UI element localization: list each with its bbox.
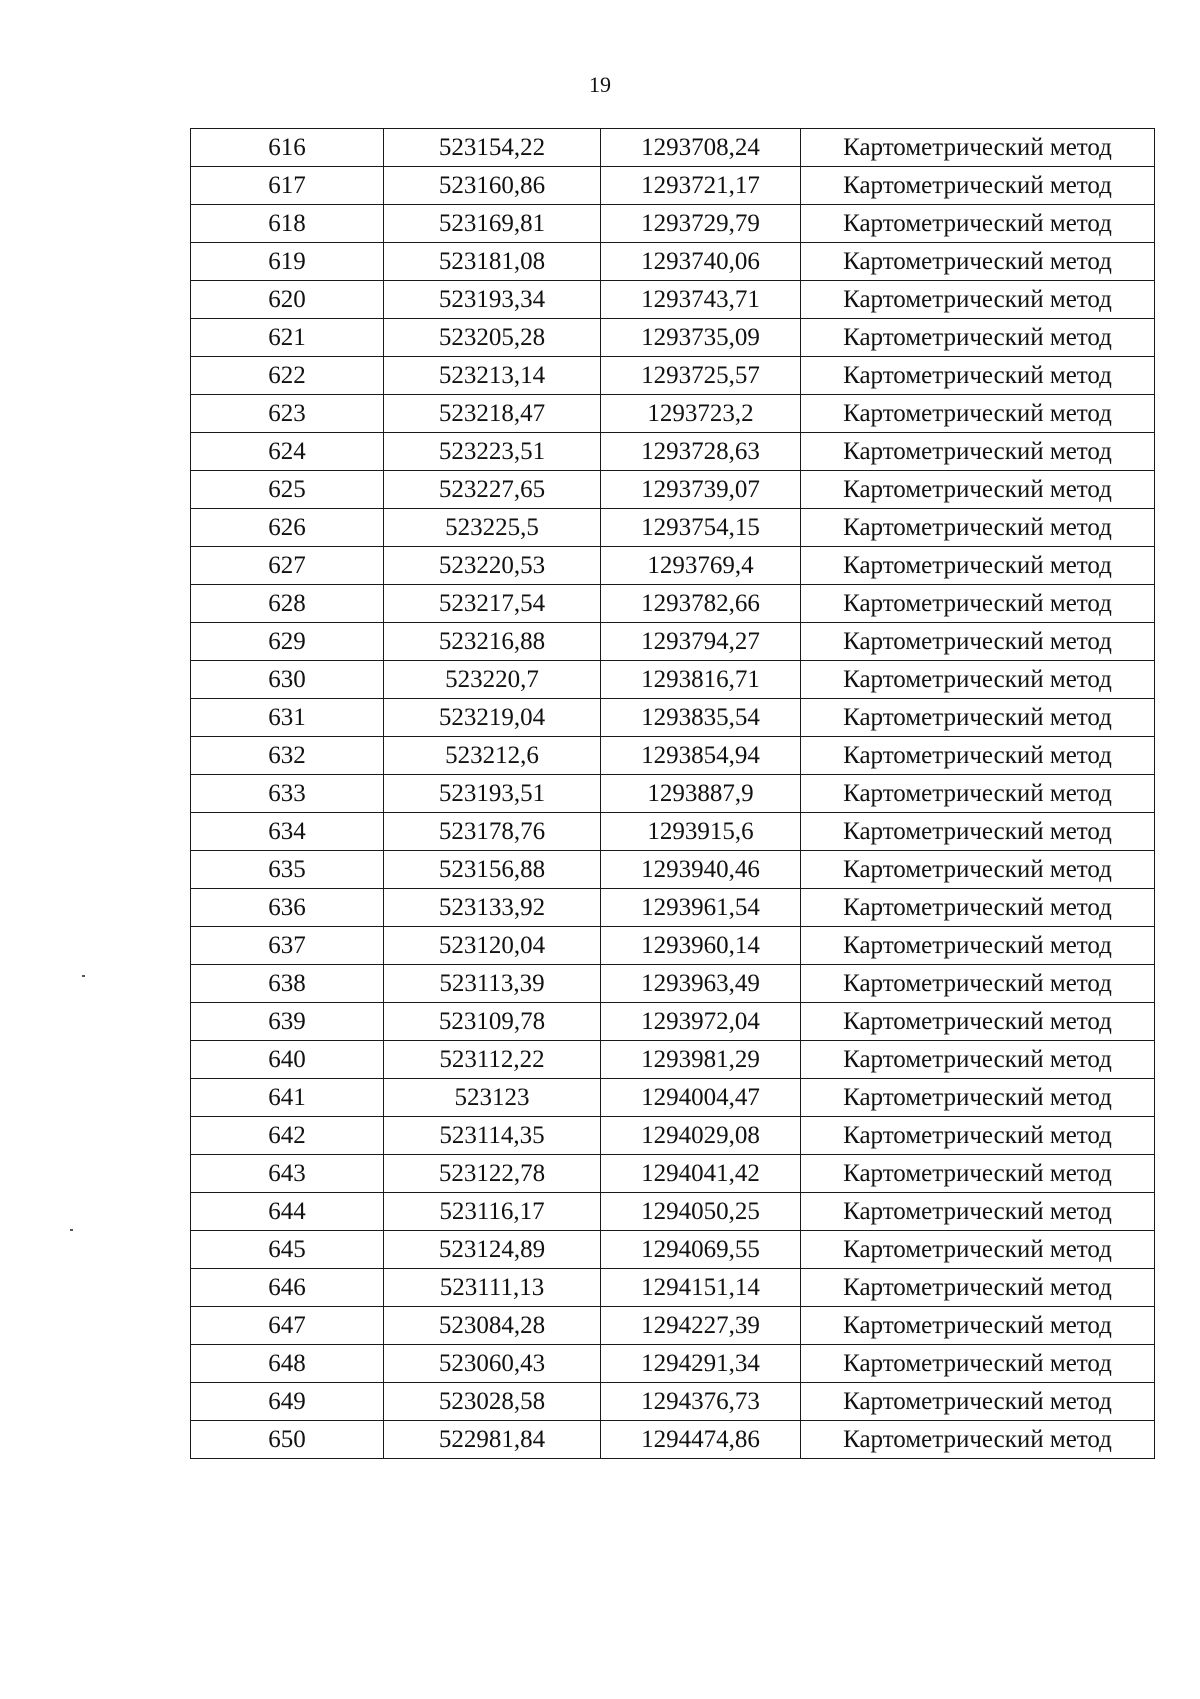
method-cell: Картометрический метод	[801, 395, 1155, 433]
point-number-cell: 618	[191, 205, 384, 243]
table-row	[191, 1383, 1155, 1421]
method-cell: Картометрический метод	[801, 205, 1155, 243]
table-row	[191, 661, 1155, 699]
table-row	[191, 1117, 1155, 1155]
method-cell: Картометрический метод	[801, 243, 1155, 281]
x-coordinate-cell: 523220,7	[384, 661, 601, 699]
method-cell: Картометрический метод	[801, 775, 1155, 813]
method-cell: Картометрический метод	[801, 661, 1155, 699]
y-coordinate-cell: 1294151,14	[601, 1269, 801, 1307]
table-row	[191, 889, 1155, 927]
table-row	[191, 851, 1155, 889]
x-coordinate-cell: 523193,34	[384, 281, 601, 319]
point-number-cell: 645	[191, 1231, 384, 1269]
x-coordinate-cell: 523227,65	[384, 471, 601, 509]
table-row	[191, 205, 1155, 243]
point-number-cell: 637	[191, 927, 384, 965]
table-row	[191, 965, 1155, 1003]
method-cell: Картометрический метод	[801, 1345, 1155, 1383]
point-number-cell: 642	[191, 1117, 384, 1155]
x-coordinate-cell: 523181,08	[384, 243, 601, 281]
y-coordinate-cell: 1293754,15	[601, 509, 801, 547]
coordinates-table-body	[191, 129, 1155, 1459]
table-row	[191, 1269, 1155, 1307]
method-cell: Картометрический метод	[801, 1079, 1155, 1117]
table-row	[191, 1079, 1155, 1117]
x-coordinate-cell: 523120,04	[384, 927, 601, 965]
method-cell: Картометрический метод	[801, 889, 1155, 927]
x-coordinate-cell: 523218,47	[384, 395, 601, 433]
x-coordinate-cell: 523178,76	[384, 813, 601, 851]
method-cell: Картометрический метод	[801, 281, 1155, 319]
method-cell: Картометрический метод	[801, 1383, 1155, 1421]
method-cell: Картометрический метод	[801, 1117, 1155, 1155]
point-number-cell: 617	[191, 167, 384, 205]
x-coordinate-cell: 523219,04	[384, 699, 601, 737]
table-row	[191, 1193, 1155, 1231]
point-number-cell: 636	[191, 889, 384, 927]
method-cell: Картометрический метод	[801, 623, 1155, 661]
x-coordinate-cell: 523123	[384, 1079, 601, 1117]
y-coordinate-cell: 1294029,08	[601, 1117, 801, 1155]
x-coordinate-cell: 523160,86	[384, 167, 601, 205]
y-coordinate-cell: 1293794,27	[601, 623, 801, 661]
x-coordinate-cell: 523156,88	[384, 851, 601, 889]
x-coordinate-cell: 523217,54	[384, 585, 601, 623]
table-row	[191, 699, 1155, 737]
y-coordinate-cell: 1293816,71	[601, 661, 801, 699]
table-row	[191, 433, 1155, 471]
method-cell: Картометрический метод	[801, 1307, 1155, 1345]
method-cell: Картометрический метод	[801, 1231, 1155, 1269]
y-coordinate-cell: 1294069,55	[601, 1231, 801, 1269]
method-cell: Картометрический метод	[801, 927, 1155, 965]
point-number-cell: 639	[191, 1003, 384, 1041]
table-row	[191, 1231, 1155, 1269]
y-coordinate-cell: 1293963,49	[601, 965, 801, 1003]
table-row	[191, 1345, 1155, 1383]
y-coordinate-cell: 1293743,71	[601, 281, 801, 319]
y-coordinate-cell: 1293739,07	[601, 471, 801, 509]
y-coordinate-cell: 1293940,46	[601, 851, 801, 889]
point-number-cell: 620	[191, 281, 384, 319]
table-row	[191, 471, 1155, 509]
x-coordinate-cell: 523212,6	[384, 737, 601, 775]
point-number-cell: 616	[191, 129, 384, 167]
point-number-cell: 638	[191, 965, 384, 1003]
x-coordinate-cell: 523084,28	[384, 1307, 601, 1345]
table-row	[191, 813, 1155, 851]
table-row	[191, 357, 1155, 395]
point-number-cell: 627	[191, 547, 384, 585]
point-number-cell: 635	[191, 851, 384, 889]
y-coordinate-cell: 1293854,94	[601, 737, 801, 775]
point-number-cell: 630	[191, 661, 384, 699]
x-coordinate-cell: 523225,5	[384, 509, 601, 547]
point-number-cell: 634	[191, 813, 384, 851]
point-number-cell: 622	[191, 357, 384, 395]
x-coordinate-cell: 523124,89	[384, 1231, 601, 1269]
table-row	[191, 737, 1155, 775]
table-row	[191, 547, 1155, 585]
point-number-cell: 621	[191, 319, 384, 357]
x-coordinate-cell: 523028,58	[384, 1383, 601, 1421]
y-coordinate-cell: 1293972,04	[601, 1003, 801, 1041]
point-number-cell: 619	[191, 243, 384, 281]
y-coordinate-cell: 1293735,09	[601, 319, 801, 357]
x-coordinate-cell: 523220,53	[384, 547, 601, 585]
y-coordinate-cell: 1294050,25	[601, 1193, 801, 1231]
page-number: 19	[589, 72, 611, 97]
point-number-cell: 649	[191, 1383, 384, 1421]
point-number-cell: 641	[191, 1079, 384, 1117]
coordinates-table	[190, 128, 1155, 1459]
method-cell: Картометрический метод	[801, 167, 1155, 205]
table-row	[191, 1003, 1155, 1041]
table-row	[191, 281, 1155, 319]
table-row	[191, 775, 1155, 813]
x-coordinate-cell: 523133,92	[384, 889, 601, 927]
y-coordinate-cell: 1293721,17	[601, 167, 801, 205]
method-cell: Картометрический метод	[801, 433, 1155, 471]
method-cell: Картометрический метод	[801, 737, 1155, 775]
y-coordinate-cell: 1293782,66	[601, 585, 801, 623]
y-coordinate-cell: 1293835,54	[601, 699, 801, 737]
x-coordinate-cell: 522981,84	[384, 1421, 601, 1459]
table-row	[191, 1041, 1155, 1079]
method-cell: Картометрический метод	[801, 1003, 1155, 1041]
table-row	[191, 1155, 1155, 1193]
y-coordinate-cell: 1294474,86	[601, 1421, 801, 1459]
point-number-cell: 648	[191, 1345, 384, 1383]
method-cell: Картометрический метод	[801, 509, 1155, 547]
method-cell: Картометрический метод	[801, 547, 1155, 585]
method-cell: Картометрический метод	[801, 471, 1155, 509]
x-coordinate-cell: 523111,13	[384, 1269, 601, 1307]
table-row	[191, 623, 1155, 661]
y-coordinate-cell: 1293981,29	[601, 1041, 801, 1079]
x-coordinate-cell: 523216,88	[384, 623, 601, 661]
scan-speck	[70, 1229, 73, 1231]
point-number-cell: 633	[191, 775, 384, 813]
point-number-cell: 628	[191, 585, 384, 623]
table-row	[191, 509, 1155, 547]
table-row	[191, 319, 1155, 357]
x-coordinate-cell: 523213,14	[384, 357, 601, 395]
x-coordinate-cell: 523113,39	[384, 965, 601, 1003]
table-row	[191, 585, 1155, 623]
method-cell: Картометрический метод	[801, 813, 1155, 851]
y-coordinate-cell: 1294004,47	[601, 1079, 801, 1117]
x-coordinate-cell: 523109,78	[384, 1003, 601, 1041]
y-coordinate-cell: 1293725,57	[601, 357, 801, 395]
method-cell: Картометрический метод	[801, 357, 1155, 395]
y-coordinate-cell: 1293769,4	[601, 547, 801, 585]
method-cell: Картометрический метод	[801, 1155, 1155, 1193]
table-row	[191, 927, 1155, 965]
point-number-cell: 624	[191, 433, 384, 471]
y-coordinate-cell: 1293961,54	[601, 889, 801, 927]
point-number-cell: 647	[191, 1307, 384, 1345]
method-cell: Картометрический метод	[801, 699, 1155, 737]
method-cell: Картометрический метод	[801, 1193, 1155, 1231]
method-cell: Картометрический метод	[801, 585, 1155, 623]
y-coordinate-cell: 1293728,63	[601, 433, 801, 471]
scan-speck	[82, 975, 85, 977]
x-coordinate-cell: 523205,28	[384, 319, 601, 357]
x-coordinate-cell: 523060,43	[384, 1345, 601, 1383]
table-row	[191, 167, 1155, 205]
table-row	[191, 1307, 1155, 1345]
y-coordinate-cell: 1293729,79	[601, 205, 801, 243]
point-number-cell: 625	[191, 471, 384, 509]
y-coordinate-cell: 1293960,14	[601, 927, 801, 965]
point-number-cell: 643	[191, 1155, 384, 1193]
table-row	[191, 1421, 1155, 1459]
point-number-cell: 646	[191, 1269, 384, 1307]
point-number-cell: 640	[191, 1041, 384, 1079]
method-cell: Картометрический метод	[801, 319, 1155, 357]
y-coordinate-cell: 1293708,24	[601, 129, 801, 167]
y-coordinate-cell: 1294227,39	[601, 1307, 801, 1345]
x-coordinate-cell: 523112,22	[384, 1041, 601, 1079]
method-cell: Картометрический метод	[801, 1041, 1155, 1079]
x-coordinate-cell: 523223,51	[384, 433, 601, 471]
table-row	[191, 129, 1155, 167]
point-number-cell: 644	[191, 1193, 384, 1231]
method-cell: Картометрический метод	[801, 851, 1155, 889]
method-cell: Картометрический метод	[801, 1269, 1155, 1307]
y-coordinate-cell: 1294041,42	[601, 1155, 801, 1193]
x-coordinate-cell: 523114,35	[384, 1117, 601, 1155]
y-coordinate-cell: 1293723,2	[601, 395, 801, 433]
point-number-cell: 631	[191, 699, 384, 737]
table-row	[191, 395, 1155, 433]
y-coordinate-cell: 1294291,34	[601, 1345, 801, 1383]
x-coordinate-cell: 523193,51	[384, 775, 601, 813]
y-coordinate-cell: 1293740,06	[601, 243, 801, 281]
y-coordinate-cell: 1294376,73	[601, 1383, 801, 1421]
point-number-cell: 623	[191, 395, 384, 433]
y-coordinate-cell: 1293887,9	[601, 775, 801, 813]
x-coordinate-cell: 523154,22	[384, 129, 601, 167]
x-coordinate-cell: 523116,17	[384, 1193, 601, 1231]
method-cell: Картометрический метод	[801, 129, 1155, 167]
method-cell: Картометрический метод	[801, 1421, 1155, 1459]
y-coordinate-cell: 1293915,6	[601, 813, 801, 851]
point-number-cell: 632	[191, 737, 384, 775]
x-coordinate-cell: 523122,78	[384, 1155, 601, 1193]
point-number-cell: 626	[191, 509, 384, 547]
point-number-cell: 629	[191, 623, 384, 661]
x-coordinate-cell: 523169,81	[384, 205, 601, 243]
table-row	[191, 243, 1155, 281]
point-number-cell: 650	[191, 1421, 384, 1459]
method-cell: Картометрический метод	[801, 965, 1155, 1003]
